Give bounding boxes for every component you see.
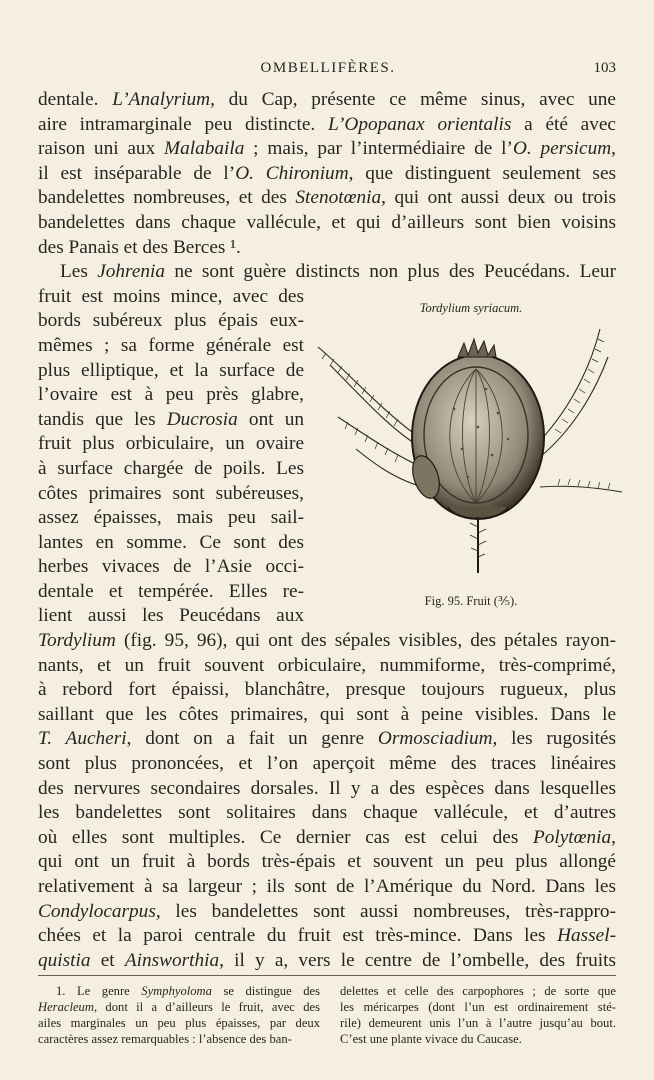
- figure-title: Tordylium syriacum.: [419, 301, 523, 315]
- text-line: plus elliptique, et la surface de: [38, 359, 304, 381]
- text-line: quistia et Ainsworthia, il y a, vers le centre de l’ombelle, des fruits: [38, 949, 616, 971]
- text-line: dentale et tempérée. Elles re-: [38, 580, 304, 602]
- text-line: aire intramarginale peu distincte. L’Opopanax orientalis a été avec: [38, 113, 616, 135]
- footnote-column-right: [340, 984, 616, 1048]
- footnote-line: ailes marginales un peu plus épaisses, par deux: [38, 1015, 320, 1030]
- text-line: des Panais et des Berces ¹.: [38, 236, 241, 258]
- text-line: fruit est moins mince, avec des: [38, 285, 304, 307]
- figure-95: [308, 295, 634, 615]
- text-line: les bandelettes sont solitaires dans chaque vallécule, et d’autres: [38, 802, 616, 824]
- text-line: lient aussi les Peucédans aux: [38, 605, 304, 627]
- text-line: où elles sont multiples. Ce dernier cas est celui des Polytœnia,: [38, 826, 616, 848]
- text-line: l’ovaire est à peu près glabre,: [38, 384, 304, 406]
- text-line: saillant que les côtes primaires, qui sont à peine visibles. Dans le: [38, 703, 616, 725]
- text-line: chées et la paroi centrale du fruit est très-mince. Dans les Hassel-: [38, 925, 616, 947]
- text-line: nants, et un fruit souvent orbiculaire, nummiforme, très-comprimé,: [38, 654, 616, 676]
- text-line: il est inséparable de l’O. Chironium, que distinguent seulement ses: [38, 162, 616, 184]
- text-line: lantes en somme. Ce sont des: [38, 531, 304, 553]
- text-line: des nervures secondaires dorsales. Il y a des espèces dans lesquelles: [38, 777, 616, 799]
- text-line: côtes primaires sont subéreuses,: [38, 482, 304, 504]
- text-line: assez épaisses, mais peu sail-: [38, 507, 304, 529]
- text-line: Tordylium (fig. 95, 96), qui ont des sépales visibles, des pétales rayon-: [38, 630, 616, 652]
- paragraph-2-first-line: Les Johrenia ne sont guère distincts non plus des Peucédans. Leur: [60, 261, 616, 283]
- text-line: bandelettes dans chaque vallécule, et qui d’ailleurs sont bien voisins: [38, 211, 616, 233]
- text-line: fruit plus orbiculaire, un ovaire: [38, 433, 304, 455]
- paragraph-1: [38, 88, 616, 260]
- page-header: [40, 60, 616, 82]
- text-line: herbes vivaces de l’Asie occi-: [38, 556, 304, 578]
- wrapped-text-column: [38, 285, 304, 629]
- text-line: sont plus prononcées, et l’on aperçoit même des traces linéaires: [38, 753, 616, 775]
- footnote-line: caractères assez remarquables : l’absence des ban-: [38, 1031, 292, 1046]
- text-line: raison uni aux Malabaila ; mais, par l’intermédiaire de l’O. persicum,: [38, 138, 616, 160]
- footnote-line: Heracleum, dont il a d’ailleurs le fruit, avec des: [38, 999, 320, 1014]
- text-line: relativement à sa largeur ; ils sont de l’Amérique du Nord. Dans les: [38, 876, 616, 897]
- footnote-line: rile) demeurent unis l’un à l’autre jusqu’au bout.: [340, 1015, 616, 1030]
- text-line: à rebord fort épaissi, blanchâtre, presque toujours rugueux, plus: [38, 679, 616, 701]
- tordylium-fruit-illustration: [308, 317, 634, 589]
- text-line: tandis que les Ducrosia ont un: [38, 408, 304, 430]
- footnote-line: C’est une plante vivace du Caucase.: [340, 1031, 522, 1046]
- footnote-divider: [38, 975, 616, 976]
- page-number: 103: [593, 60, 616, 76]
- text-line: bandelettes nombreuses, et des Stenotœnia, qui ont aussi deux ou trois: [38, 187, 616, 209]
- text-line: bords subéreux plus épais eux-: [38, 310, 304, 332]
- text-line: T. Aucheri, dont on a fait un genre Ormosciadium, les rugosités: [38, 728, 616, 750]
- footnote-line: delettes et celle des carpophores ; de sorte que: [340, 984, 616, 998]
- footnote-line: 1. Le genre Symphyoloma se distingue des: [56, 984, 320, 998]
- paragraph-2-continuation: [38, 629, 616, 973]
- text-line: Condylocarpus, les bandelettes sont aussi nombreuses, très-rappro-: [38, 900, 616, 922]
- footnote-line: les méricarpes (dont l’un est ordinairement sté-: [340, 999, 616, 1014]
- text-line: à surface chargée de poils. Les: [38, 457, 304, 479]
- text-line: dentale. L’Analyrium, du Cap, présente ce même sinus, avec une: [38, 89, 616, 110]
- figure-caption: Fig. 95. Fruit (⅗).: [424, 594, 518, 608]
- text-line: qui ont un fruit à bords très-épais et souvent un peu plus allongé: [38, 851, 616, 873]
- footnote-column-left: [38, 984, 320, 1048]
- running-title: OMBELLIFÈRES.: [260, 60, 396, 76]
- text-line: mêmes ; sa forme générale est: [38, 334, 304, 356]
